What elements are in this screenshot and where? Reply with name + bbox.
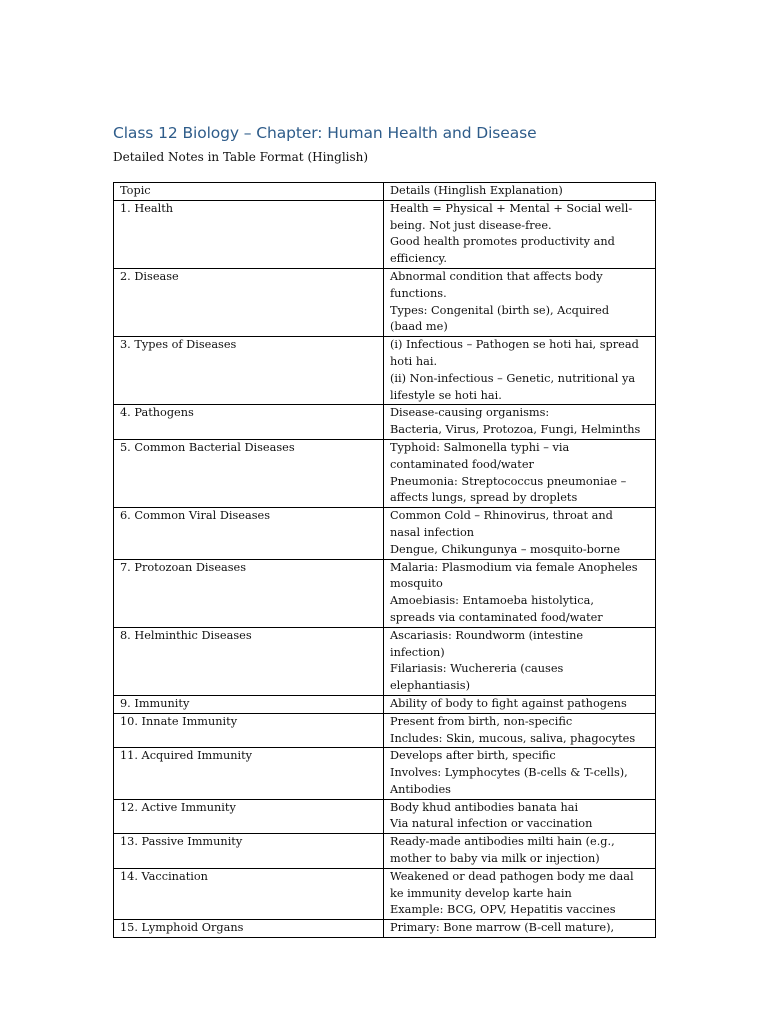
details-line: (i) Infectious – Pathogen se hoti hai, spread — [390, 338, 639, 352]
details-line: Common Cold – Rhinovirus, throat and — [390, 509, 613, 523]
topic-cell: 5. Common Bacterial Diseases — [114, 439, 384, 507]
details-cell — [384, 834, 656, 869]
details-line: spreads via contaminated food/water — [390, 610, 603, 624]
topic-cell: 11. Acquired Immunity — [114, 748, 384, 799]
table-row — [114, 748, 656, 799]
notes-table — [113, 182, 656, 938]
details-line: Dengue, Chikungunya – mosquito-borne — [390, 542, 621, 556]
details-line: Ability of body to fight against pathogens — [390, 696, 627, 710]
details-cell — [384, 405, 656, 440]
topic-cell: 1. Health — [114, 200, 384, 268]
details-line: ke immunity develop karte hain — [390, 886, 572, 900]
topic-cell: 12. Active Immunity — [114, 799, 384, 834]
details-line: Types: Congenital (birth se), Acquired — [390, 303, 610, 317]
details-cell — [384, 713, 656, 748]
details-line: Primary: Bone marrow (B-cell mature), — [390, 921, 615, 935]
topic-cell: 14. Vaccination — [114, 868, 384, 919]
table-row — [114, 627, 656, 695]
table-row — [114, 439, 656, 507]
details-cell — [384, 439, 656, 507]
details-line: Disease-causing organisms: — [390, 406, 550, 420]
table-row — [114, 268, 656, 336]
details-cell — [384, 799, 656, 834]
details-line: nasal infection — [390, 525, 475, 539]
topic-cell: 2. Disease — [114, 268, 384, 336]
details-line: being. Not just disease-free. — [390, 218, 552, 232]
details-line: Example: BCG, OPV, Hepatitis vaccines — [390, 903, 616, 917]
details-cell — [384, 748, 656, 799]
table-row — [114, 337, 656, 405]
details-line: affects lungs, spread by droplets — [390, 491, 578, 505]
details-line: infection) — [390, 645, 445, 659]
table-row — [114, 405, 656, 440]
details-line: Present from birth, non-specific — [390, 714, 573, 728]
table-row — [114, 920, 656, 938]
topic-cell: 9. Immunity — [114, 695, 384, 713]
details-line: Body khud antibodies banata hai — [390, 800, 579, 814]
table-row — [114, 200, 656, 268]
details-cell — [384, 920, 656, 938]
details-line: Includes: Skin, mucous, saliva, phagocytes — [390, 731, 636, 745]
details-cell — [384, 200, 656, 268]
details-line: mosquito — [390, 577, 443, 591]
table-row — [114, 834, 656, 869]
table-header-row — [114, 183, 656, 201]
details-line: elephantiasis) — [390, 679, 471, 693]
topic-cell: 15. Lymphoid Organs — [114, 920, 384, 938]
details-cell — [384, 337, 656, 405]
details-line: efficiency. — [390, 252, 448, 266]
details-line: Ready-made antibodies milti hain (e.g., — [390, 835, 615, 849]
details-line: Filariasis: Wuchereria (causes — [390, 662, 564, 676]
details-line: Amoebiasis: Entamoeba histolytica, — [390, 594, 594, 608]
details-line: Good health promotes productivity and — [390, 235, 615, 249]
details-cell — [384, 695, 656, 713]
details-line: Malaria: Plasmodium via female Anopheles — [390, 560, 638, 574]
details-line: (baad me) — [390, 320, 448, 334]
details-line: hoti hai. — [390, 354, 438, 368]
topic-cell: 8. Helminthic Diseases — [114, 627, 384, 695]
details-line: lifestyle se hoti hai. — [390, 388, 502, 402]
topic-cell: 10. Innate Immunity — [114, 713, 384, 748]
details-line: Typhoid: Salmonella typhi – via — [390, 440, 570, 454]
details-line: Weakened or dead pathogen body me daal — [390, 869, 634, 883]
details-cell — [384, 508, 656, 559]
details-line: (ii) Non-infectious – Genetic, nutritional ya — [390, 371, 636, 385]
details-line: Abnormal condition that affects body — [390, 269, 603, 283]
details-line: Antibodies — [390, 782, 451, 796]
topic-cell: 4. Pathogens — [114, 405, 384, 440]
details-line: mother to baby via milk or injection) — [390, 852, 600, 866]
topic-cell: 6. Common Viral Diseases — [114, 508, 384, 559]
details-line: Via natural infection or vaccination — [390, 817, 593, 831]
details-cell — [384, 627, 656, 695]
column-header-topic: Topic — [114, 183, 384, 201]
topic-cell: 7. Protozoan Diseases — [114, 559, 384, 627]
details-cell — [384, 868, 656, 919]
details-line: contaminated food/water — [390, 457, 534, 471]
table-row — [114, 508, 656, 559]
document-subtitle: Detailed Notes in Table Format (Hinglish) — [113, 150, 369, 164]
column-header-details: Details (Hinglish Explanation) — [384, 183, 656, 201]
table-row — [114, 799, 656, 834]
details-line: Ascariasis: Roundworm (intestine — [390, 628, 584, 642]
table-row — [114, 713, 656, 748]
table-row — [114, 868, 656, 919]
details-line: Develops after birth, specific — [390, 749, 556, 763]
details-line: Involves: Lymphocytes (B-cells & T-cells), — [390, 766, 628, 780]
details-line: Pneumonia: Streptococcus pneumoniae – — [390, 474, 627, 488]
details-line: Health = Physical + Mental + Social well- — [390, 201, 633, 215]
table-row — [114, 695, 656, 713]
details-cell — [384, 268, 656, 336]
details-line: Bacteria, Virus, Protozoa, Fungi, Helminths — [390, 423, 641, 437]
topic-cell: 13. Passive Immunity — [114, 834, 384, 869]
table-row — [114, 559, 656, 627]
details-cell — [384, 559, 656, 627]
details-line: functions. — [390, 286, 447, 300]
topic-cell: 3. Types of Diseases — [114, 337, 384, 405]
document-title: Class 12 Biology – Chapter: Human Health and Disease — [113, 124, 537, 142]
